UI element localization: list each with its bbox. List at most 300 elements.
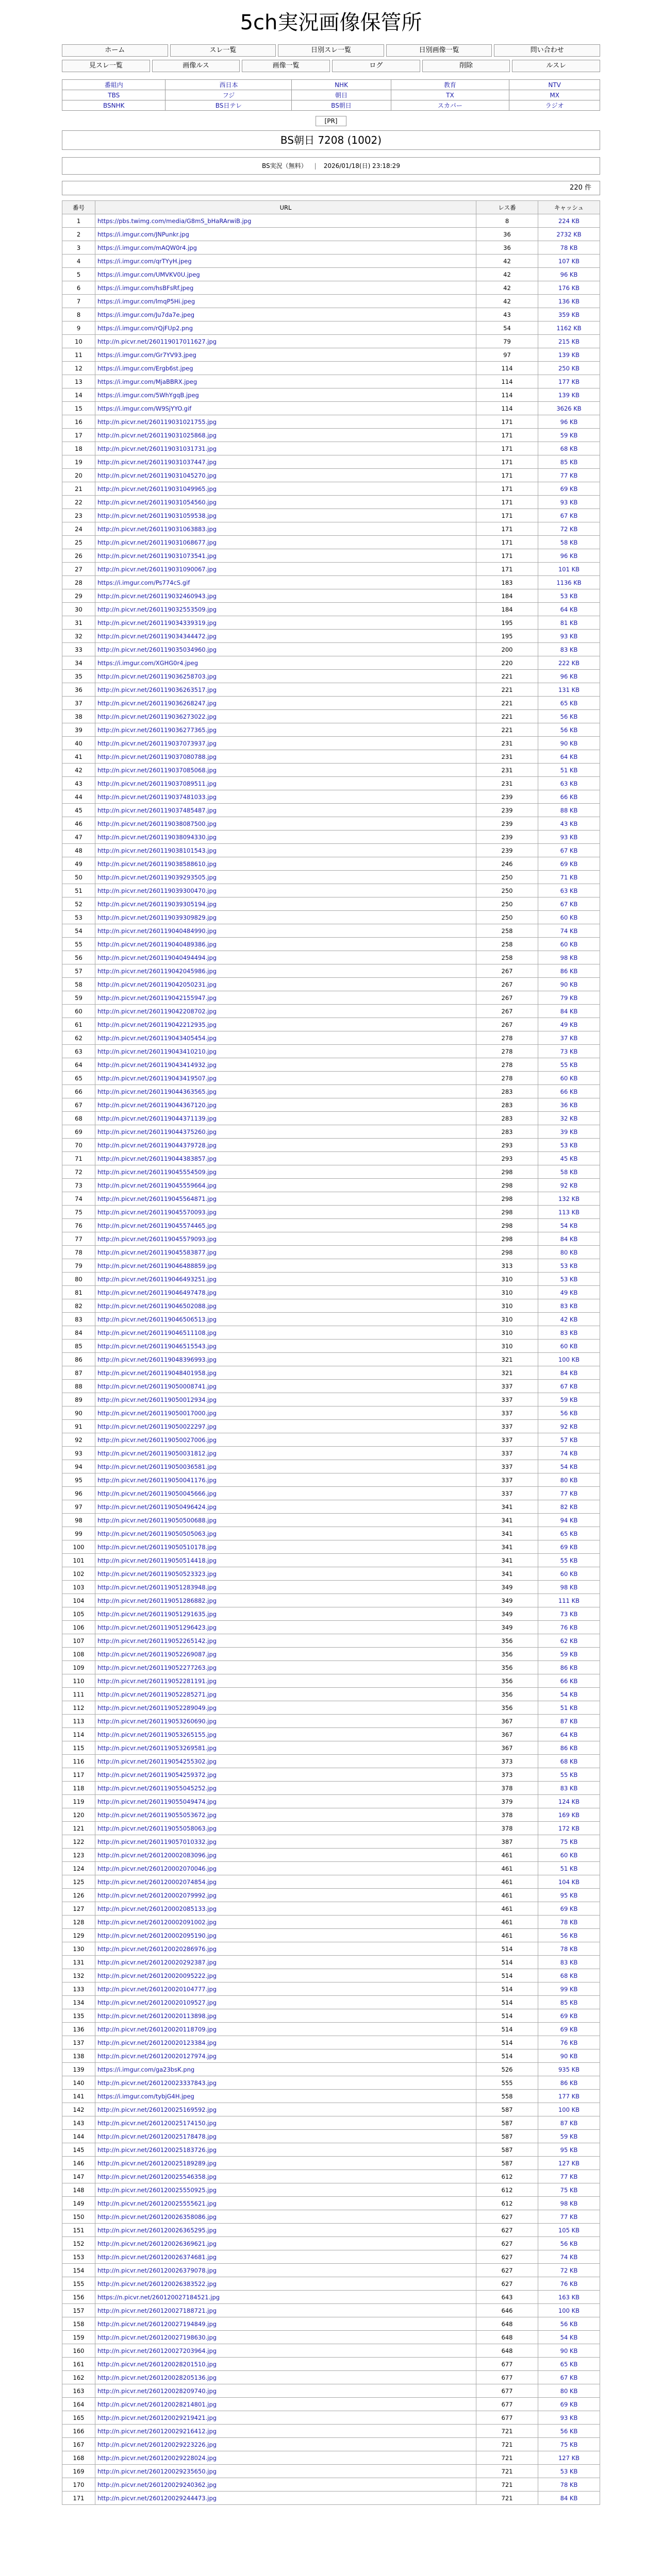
- image-url-link[interactable]: http://n.picvr.net/260120029228024.jpg: [97, 2454, 217, 2462]
- image-url-link[interactable]: http://n.picvr.net/260119050036581.jpg: [97, 1463, 217, 1470]
- cache-link[interactable]: 65 KB: [560, 2360, 578, 2368]
- image-url-link[interactable]: https://i.imgur.com/rQjFUp2.png: [97, 324, 193, 332]
- cache-link[interactable]: 65 KB: [560, 699, 578, 707]
- image-url-link[interactable]: http://n.picvr.net/260119045554509.jpg: [97, 1168, 217, 1176]
- image-url-link[interactable]: http://n.picvr.net/260119045574465.jpg: [97, 1222, 217, 1229]
- channel-link[interactable]: 朝日: [292, 90, 391, 100]
- image-url-link[interactable]: http://n.picvr.net/260119052277263.jpg: [97, 1664, 217, 1671]
- cache-link[interactable]: 56 KB: [560, 726, 578, 734]
- image-url-link[interactable]: http://n.picvr.net/260119044371139.jpg: [97, 1114, 217, 1122]
- image-url-link[interactable]: http://n.picvr.net/260120025169592.jpg: [97, 2106, 217, 2113]
- channel-link[interactable]: TX: [391, 90, 509, 100]
- image-url-link[interactable]: http://n.picvr.net/260119031090067.jpg: [97, 565, 217, 573]
- image-url-link[interactable]: http://n.picvr.net/260120020127974.jpg: [97, 2052, 217, 2060]
- cache-link[interactable]: 86 KB: [560, 2079, 578, 2087]
- cache-link[interactable]: 93 KB: [560, 2414, 578, 2421]
- cache-link[interactable]: 55 KB: [560, 1061, 578, 1069]
- image-url-link[interactable]: http://n.picvr.net/260120020123384.jpg: [97, 2039, 217, 2046]
- image-url-link[interactable]: http://n.picvr.net/260119043410210.jpg: [97, 1047, 217, 1055]
- image-url-link[interactable]: http://n.picvr.net/260120029219421.jpg: [97, 2414, 217, 2421]
- cache-link[interactable]: 75 KB: [560, 1838, 578, 1845]
- cache-link[interactable]: 93 KB: [560, 632, 578, 640]
- cache-link[interactable]: 250 KB: [558, 364, 580, 372]
- image-url-link[interactable]: http://n.picvr.net/260119050510178.jpg: [97, 1543, 217, 1551]
- cache-link[interactable]: 53 KB: [560, 592, 578, 600]
- cache-link[interactable]: 76 KB: [560, 2280, 578, 2287]
- cache-link[interactable]: 66 KB: [560, 1677, 578, 1685]
- image-url-link[interactable]: http://n.picvr.net/260119031054560.jpg: [97, 498, 217, 506]
- image-url-link[interactable]: http://n.picvr.net/260120002095190.jpg: [97, 1931, 217, 1939]
- cache-link[interactable]: 39 KB: [560, 1128, 578, 1136]
- nav-home-button[interactable]: ホーム: [62, 44, 168, 57]
- image-url-link[interactable]: http://n.picvr.net/260120002083096.jpg: [97, 1851, 217, 1859]
- cache-link[interactable]: 64 KB: [560, 753, 578, 760]
- image-url-link[interactable]: http://n.picvr.net/260119037073937.jpg: [97, 739, 217, 747]
- cache-link[interactable]: 59 KB: [560, 2132, 578, 2140]
- cache-link[interactable]: 107 KB: [558, 257, 580, 265]
- cache-link[interactable]: 67 KB: [560, 2374, 578, 2381]
- image-url-link[interactable]: http://n.picvr.net/260119052265142.jpg: [97, 1637, 217, 1645]
- image-url-link[interactable]: http://n.picvr.net/260120025550925.jpg: [97, 2186, 217, 2194]
- image-url-link[interactable]: https://i.imgur.com/Ju7da7e.jpeg: [97, 311, 195, 318]
- image-url-link[interactable]: http://n.picvr.net/260120020113898.jpg: [97, 2012, 217, 2020]
- image-url-link[interactable]: http://n.picvr.net/260119051291635.jpg: [97, 1610, 217, 1618]
- image-url-link[interactable]: http://n.picvr.net/260120029244473.jpg: [97, 2494, 217, 2502]
- image-url-link[interactable]: http://n.picvr.net/260119055053672.jpg: [97, 1811, 217, 1819]
- image-url-link[interactable]: https://i.imgur.com/mAQW0r4.jpg: [97, 244, 197, 251]
- image-url-link[interactable]: http://n.picvr.net/260120025546358.jpg: [97, 2173, 217, 2180]
- image-url-link[interactable]: http://n.picvr.net/260119046511108.jpg: [97, 1329, 217, 1336]
- image-url-link[interactable]: https://i.imgur.com/qrTYyH.jpeg: [97, 257, 192, 265]
- cache-link[interactable]: 55 KB: [560, 1556, 578, 1564]
- cache-link[interactable]: 359 KB: [558, 311, 580, 318]
- channel-link[interactable]: 教育: [391, 80, 509, 90]
- cache-link[interactable]: 56 KB: [560, 1409, 578, 1417]
- image-url-link[interactable]: http://n.picvr.net/260119044383857.jpg: [97, 1155, 217, 1162]
- cache-link[interactable]: 69 KB: [560, 1905, 578, 1912]
- channel-link[interactable]: BS日テレ: [166, 100, 292, 111]
- cache-link[interactable]: 54 KB: [560, 1690, 578, 1698]
- image-url-link[interactable]: http://n.picvr.net/260119052285271.jpg: [97, 1690, 217, 1698]
- cache-link[interactable]: 55 KB: [560, 1771, 578, 1778]
- image-url-link[interactable]: http://n.picvr.net/260119050045666.jpg: [97, 1489, 217, 1497]
- image-url-link[interactable]: http://n.picvr.net/260119046493251.jpg: [97, 1275, 217, 1283]
- image-url-link[interactable]: http://n.picvr.net/260119046497478.jpg: [97, 1289, 217, 1296]
- cache-link[interactable]: 96 KB: [560, 270, 578, 278]
- cache-link[interactable]: 172 KB: [558, 1824, 580, 1832]
- channel-link[interactable]: スカパー: [391, 100, 509, 111]
- cache-link[interactable]: 80 KB: [560, 1476, 578, 1484]
- cache-link[interactable]: 56 KB: [560, 2320, 578, 2328]
- image-url-link[interactable]: http://n.picvr.net/260119036277365.jpg: [97, 726, 217, 734]
- image-url-link[interactable]: http://n.picvr.net/260120026374681.jpg: [97, 2253, 217, 2261]
- cache-link[interactable]: 53 KB: [560, 1262, 578, 1269]
- image-url-link[interactable]: http://n.picvr.net/260119039293505.jpg: [97, 873, 217, 881]
- image-url-link[interactable]: https://i.imgur.com/lmqP5Hi.jpeg: [97, 297, 195, 305]
- cache-link[interactable]: 65 KB: [560, 1530, 578, 1537]
- cache-link[interactable]: 68 KB: [560, 445, 578, 452]
- cache-link[interactable]: 84 KB: [560, 1235, 578, 1243]
- cache-link[interactable]: 169 KB: [558, 1811, 580, 1819]
- cache-link[interactable]: 84 KB: [560, 1369, 578, 1377]
- cache-link[interactable]: 78 KB: [560, 1945, 578, 1953]
- cache-link[interactable]: 90 KB: [560, 2052, 578, 2060]
- image-url-link[interactable]: http://n.picvr.net/260119031045270.jpg: [97, 471, 217, 479]
- image-url-link[interactable]: http://n.picvr.net/260119055045252.jpg: [97, 1784, 217, 1792]
- image-url-link[interactable]: http://n.picvr.net/260119053269581.jpg: [97, 1744, 217, 1752]
- channel-link[interactable]: フジ: [166, 90, 292, 100]
- cache-link[interactable]: 54 KB: [560, 1222, 578, 1229]
- image-url-link[interactable]: http://n.picvr.net/260119032460943.jpg: [97, 592, 217, 600]
- cache-link[interactable]: 105 KB: [558, 2226, 580, 2234]
- image-url-link[interactable]: http://n.picvr.net/260120025178478.jpg: [97, 2132, 217, 2140]
- cache-link[interactable]: 77 KB: [560, 2213, 578, 2221]
- image-url-link[interactable]: https://i.imgur.com/MjaBBRX.jpeg: [97, 378, 197, 385]
- image-url-link[interactable]: http://n.picvr.net/260119036263517.jpg: [97, 686, 217, 693]
- cache-link[interactable]: 68 KB: [560, 1757, 578, 1765]
- image-url-link[interactable]: http://n.picvr.net/260119042155947.jpg: [97, 994, 217, 1002]
- image-url-link[interactable]: http://n.picvr.net/260119031059538.jpg: [97, 512, 217, 519]
- cache-link[interactable]: 42 KB: [560, 1315, 578, 1323]
- image-url-link[interactable]: http://n.picvr.net/260119044379728.jpg: [97, 1141, 217, 1149]
- cache-link[interactable]: 78 KB: [560, 244, 578, 251]
- cache-link[interactable]: 1136 KB: [556, 579, 582, 586]
- cache-link[interactable]: 56 KB: [560, 1931, 578, 1939]
- image-url-link[interactable]: http://n.picvr.net/260120027194849.jpg: [97, 2320, 217, 2328]
- cache-link[interactable]: 87 KB: [560, 1717, 578, 1725]
- image-url-link[interactable]: http://n.picvr.net/260119050031812.jpg: [97, 1449, 217, 1457]
- image-url-link[interactable]: http://n.picvr.net/260119050496424.jpg: [97, 1503, 217, 1511]
- cache-link[interactable]: 83 KB: [560, 1302, 578, 1310]
- image-url-link[interactable]: http://n.picvr.net/260119031031731.jpg: [97, 445, 217, 452]
- cache-link[interactable]: 177 KB: [558, 2092, 580, 2100]
- nav-thread-list-button[interactable]: スレ一覧: [170, 44, 276, 57]
- cache-link[interactable]: 176 KB: [558, 284, 580, 292]
- cache-link[interactable]: 54 KB: [560, 1463, 578, 1470]
- image-url-link[interactable]: http://n.picvr.net/260120020109527.jpg: [97, 1998, 217, 2006]
- image-url-link[interactable]: http://n.picvr.net/260120028209740.jpg: [97, 2387, 217, 2395]
- cache-link[interactable]: 51 KB: [560, 1865, 578, 1872]
- image-url-link[interactable]: http://n.picvr.net/260120029216412.jpg: [97, 2427, 217, 2435]
- image-url-link[interactable]: http://n.picvr.net/260119044363565.jpg: [97, 1088, 217, 1095]
- image-url-link[interactable]: http://n.picvr.net/260119044367120.jpg: [97, 1101, 217, 1109]
- image-url-link[interactable]: http://n.picvr.net/260119034344472.jpg: [97, 632, 217, 640]
- cache-link[interactable]: 139 KB: [558, 351, 580, 359]
- cache-link[interactable]: 69 KB: [560, 2025, 578, 2033]
- cache-link[interactable]: 58 KB: [560, 1168, 578, 1176]
- image-url-link[interactable]: http://n.picvr.net/260119050017000.jpg: [97, 1409, 217, 1417]
- image-url-link[interactable]: http://n.picvr.net/260119055058063.jpg: [97, 1824, 217, 1832]
- nav-sub-button[interactable]: 画像ルス: [152, 60, 240, 72]
- image-url-link[interactable]: http://n.picvr.net/260119037481033.jpg: [97, 793, 217, 801]
- cache-link[interactable]: 73 KB: [560, 1047, 578, 1055]
- cache-link[interactable]: 37 KB: [560, 1034, 578, 1042]
- image-url-link[interactable]: http://n.picvr.net/260120028201510.jpg: [97, 2360, 217, 2368]
- channel-link[interactable]: ラジオ: [509, 100, 600, 111]
- cache-link[interactable]: 63 KB: [560, 779, 578, 787]
- image-url-link[interactable]: http://n.picvr.net/260119055049474.jpg: [97, 1798, 217, 1805]
- image-url-link[interactable]: http://n.picvr.net/260119045579093.jpg: [97, 1235, 217, 1243]
- cache-link[interactable]: 94 KB: [560, 1516, 578, 1524]
- cache-link[interactable]: 95 KB: [560, 1891, 578, 1899]
- cache-link[interactable]: 95 KB: [560, 2146, 578, 2154]
- cache-link[interactable]: 53 KB: [560, 1141, 578, 1149]
- cache-link[interactable]: 54 KB: [560, 2333, 578, 2341]
- image-url-link[interactable]: http://n.picvr.net/260120026369621.jpg: [97, 2240, 217, 2247]
- image-url-link[interactable]: http://n.picvr.net/260119053260690.jpg: [97, 1717, 217, 1725]
- cache-link[interactable]: 74 KB: [560, 2253, 578, 2261]
- nav-log-button[interactable]: ログ: [332, 60, 420, 72]
- channel-link[interactable]: 西日本: [166, 80, 292, 90]
- image-url-link[interactable]: http://n.picvr.net/260120002085133.jpg: [97, 1905, 217, 1912]
- cache-link[interactable]: 81 KB: [560, 619, 578, 626]
- cache-link[interactable]: 78 KB: [560, 1918, 578, 1926]
- cache-link[interactable]: 80 KB: [560, 1248, 578, 1256]
- image-url-link[interactable]: http://n.picvr.net/260120025183726.jpg: [97, 2146, 217, 2154]
- image-url-link[interactable]: https://i.imgur.com/Ergb6st.jpeg: [97, 364, 193, 372]
- cache-link[interactable]: 86 KB: [560, 967, 578, 975]
- channel-link[interactable]: BS朝日: [292, 100, 391, 111]
- cache-link[interactable]: 100 KB: [558, 2106, 580, 2113]
- cache-link[interactable]: 177 KB: [558, 378, 580, 385]
- image-url-link[interactable]: http://n.picvr.net/260119040484990.jpg: [97, 927, 217, 935]
- image-url-link[interactable]: https://i.imgur.com/Ps774cS.gif: [97, 579, 190, 586]
- cache-link[interactable]: 56 KB: [560, 2240, 578, 2247]
- cache-link[interactable]: 49 KB: [560, 1021, 578, 1028]
- image-url-link[interactable]: https://i.imgur.com/5WhYgqB.jpeg: [97, 391, 199, 399]
- cache-link[interactable]: 83 KB: [560, 1784, 578, 1792]
- image-url-link[interactable]: http://n.picvr.net/260119039305194.jpg: [97, 900, 217, 908]
- cache-link[interactable]: 127 KB: [558, 2454, 580, 2462]
- image-url-link[interactable]: http://n.picvr.net/260119052269087.jpg: [97, 1650, 217, 1658]
- image-url-link[interactable]: http://n.picvr.net/260120002091002.jpg: [97, 1918, 217, 1926]
- cache-link[interactable]: 131 KB: [558, 686, 580, 693]
- cache-link[interactable]: 935 KB: [558, 2065, 580, 2073]
- image-url-link[interactable]: http://n.picvr.net/260119054259372.jpg: [97, 1771, 217, 1778]
- cache-link[interactable]: 59 KB: [560, 431, 578, 439]
- image-url-link[interactable]: http://n.picvr.net/260119050027006.jpg: [97, 1436, 217, 1444]
- cache-link[interactable]: 60 KB: [560, 1074, 578, 1082]
- image-url-link[interactable]: http://n.picvr.net/260119043405454.jpg: [97, 1034, 217, 1042]
- image-url-link[interactable]: http://n.picvr.net/260119043419507.jpg: [97, 1074, 217, 1082]
- cache-link[interactable]: 74 KB: [560, 927, 578, 935]
- image-url-link[interactable]: http://n.picvr.net/260119034339319.jpg: [97, 619, 217, 626]
- image-url-link[interactable]: http://n.picvr.net/260119048396993.jpg: [97, 1355, 217, 1363]
- image-url-link[interactable]: http://n.picvr.net/260120002070046.jpg: [97, 1865, 217, 1872]
- image-url-link[interactable]: http://n.picvr.net/260120026379078.jpg: [97, 2266, 217, 2274]
- image-url-link[interactable]: http://n.picvr.net/260119039300470.jpg: [97, 887, 217, 894]
- cache-link[interactable]: 83 KB: [560, 646, 578, 653]
- cache-link[interactable]: 85 KB: [560, 458, 578, 466]
- cache-link[interactable]: 215 KB: [558, 337, 580, 345]
- cache-link[interactable]: 67 KB: [560, 846, 578, 854]
- cache-link[interactable]: 51 KB: [560, 1704, 578, 1711]
- image-url-link[interactable]: http://n.picvr.net/260120025555621.jpg: [97, 2199, 217, 2207]
- image-url-link[interactable]: http://n.picvr.net/260120025189289.jpg: [97, 2159, 217, 2167]
- image-url-link[interactable]: http://n.picvr.net/260120027198630.jpg: [97, 2333, 217, 2341]
- cache-link[interactable]: 86 KB: [560, 1744, 578, 1752]
- cache-link[interactable]: 90 KB: [560, 739, 578, 747]
- image-url-link[interactable]: http://n.picvr.net/260119032553509.jpg: [97, 605, 217, 613]
- image-url-link[interactable]: http://n.picvr.net/260119037089511.jpg: [97, 779, 217, 787]
- cache-link[interactable]: 86 KB: [560, 1664, 578, 1671]
- cache-link[interactable]: 83 KB: [560, 1958, 578, 1966]
- image-url-link[interactable]: http://n.picvr.net/260120027188721.jpg: [97, 2307, 217, 2314]
- cache-link[interactable]: 83 KB: [560, 1329, 578, 1336]
- cache-link[interactable]: 43 KB: [560, 820, 578, 827]
- image-url-link[interactable]: http://n.picvr.net/260119048401958.jpg: [97, 1369, 217, 1377]
- nav-daily-threads-button[interactable]: 日別スレ一覧: [278, 44, 384, 57]
- cache-link[interactable]: 93 KB: [560, 498, 578, 506]
- image-url-link[interactable]: http://n.picvr.net/260120020286976.jpg: [97, 1945, 217, 1953]
- cache-link[interactable]: 88 KB: [560, 806, 578, 814]
- image-url-link[interactable]: http://n.picvr.net/260119038101543.jpg: [97, 846, 217, 854]
- image-url-link[interactable]: http://n.picvr.net/260119050514418.jpg: [97, 1556, 217, 1564]
- image-url-link[interactable]: https://i.imgur.com/Gr7YV93.jpeg: [97, 351, 196, 359]
- image-url-link[interactable]: http://n.picvr.net/260119046515543.jpg: [97, 1342, 217, 1350]
- image-url-link[interactable]: https://n.picvr.net/260120027184521.jpg: [97, 2293, 220, 2301]
- cache-link[interactable]: 93 KB: [560, 833, 578, 841]
- image-url-link[interactable]: https://i.imgur.com/tybjG4H.jpeg: [97, 2092, 194, 2100]
- cache-link[interactable]: 69 KB: [560, 860, 578, 868]
- channel-link[interactable]: MX: [509, 90, 600, 100]
- image-url-link[interactable]: http://n.picvr.net/260119037085068.jpg: [97, 766, 217, 774]
- cache-link[interactable]: 69 KB: [560, 2012, 578, 2020]
- cache-link[interactable]: 77 KB: [560, 471, 578, 479]
- cache-link[interactable]: 53 KB: [560, 2467, 578, 2475]
- image-url-link[interactable]: http://n.picvr.net/260119051286882.jpg: [97, 1597, 217, 1604]
- image-url-link[interactable]: http://n.picvr.net/260119031021755.jpg: [97, 418, 217, 426]
- cache-link[interactable]: 98 KB: [560, 2199, 578, 2207]
- cache-link[interactable]: 111 KB: [558, 1597, 580, 1604]
- image-url-link[interactable]: http://n.picvr.net/260119053265155.jpg: [97, 1731, 217, 1738]
- cache-link[interactable]: 45 KB: [560, 1155, 578, 1162]
- image-url-link[interactable]: http://n.picvr.net/260119038588610.jpg: [97, 860, 217, 868]
- cache-link[interactable]: 69 KB: [560, 2400, 578, 2408]
- image-url-link[interactable]: http://n.picvr.net/260119054255302.jpg: [97, 1757, 217, 1765]
- image-url-link[interactable]: http://n.picvr.net/260120002074854.jpg: [97, 1878, 217, 1886]
- cache-link[interactable]: 136 KB: [558, 297, 580, 305]
- image-url-link[interactable]: http://n.picvr.net/260119050008741.jpg: [97, 1382, 217, 1390]
- cache-link[interactable]: 100 KB: [558, 2307, 580, 2314]
- cache-link[interactable]: 56 KB: [560, 713, 578, 720]
- image-url-link[interactable]: http://n.picvr.net/260119052281191.jpg: [97, 1677, 217, 1685]
- cache-link[interactable]: 90 KB: [560, 2347, 578, 2354]
- cache-link[interactable]: 98 KB: [560, 1583, 578, 1591]
- image-url-link[interactable]: http://n.picvr.net/260119051296423.jpg: [97, 1623, 217, 1631]
- image-url-link[interactable]: http://n.picvr.net/260120028205136.jpg: [97, 2374, 217, 2381]
- image-url-link[interactable]: http://n.picvr.net/260119031063883.jpg: [97, 525, 217, 533]
- cache-link[interactable]: 49 KB: [560, 1289, 578, 1296]
- image-url-link[interactable]: http://n.picvr.net/260119036268247.jpg: [97, 699, 217, 707]
- cache-link[interactable]: 60 KB: [560, 1851, 578, 1859]
- cache-link[interactable]: 66 KB: [560, 1088, 578, 1095]
- image-url-link[interactable]: http://n.picvr.net/260120029235650.jpg: [97, 2467, 217, 2475]
- cache-link[interactable]: 63 KB: [560, 887, 578, 894]
- cache-link[interactable]: 224 KB: [558, 217, 580, 225]
- image-url-link[interactable]: http://n.picvr.net/260119042212935.jpg: [97, 1021, 217, 1028]
- image-url-link[interactable]: http://n.picvr.net/260120028214801.jpg: [97, 2400, 217, 2408]
- image-url-link[interactable]: http://n.picvr.net/260119039309829.jpg: [97, 913, 217, 921]
- cache-link[interactable]: 51 KB: [560, 766, 578, 774]
- image-url-link[interactable]: http://n.picvr.net/260119017011627.jpg: [97, 337, 217, 345]
- image-url-link[interactable]: http://n.picvr.net/260119031049965.jpg: [97, 485, 217, 493]
- cache-link[interactable]: 2732 KB: [556, 230, 582, 238]
- image-url-link[interactable]: http://n.picvr.net/260119044375260.jpg: [97, 1128, 217, 1136]
- cache-link[interactable]: 139 KB: [558, 391, 580, 399]
- cache-link[interactable]: 62 KB: [560, 1637, 578, 1645]
- nav-sub-button[interactable]: 画像一覧: [242, 60, 330, 72]
- image-url-link[interactable]: http://n.picvr.net/260119045583877.jpg: [97, 1248, 217, 1256]
- image-url-link[interactable]: http://n.picvr.net/260120026383522.jpg: [97, 2280, 217, 2287]
- cache-link[interactable]: 87 KB: [560, 2119, 578, 2127]
- cache-link[interactable]: 59 KB: [560, 1650, 578, 1658]
- image-url-link[interactable]: http://n.picvr.net/260119031037447.jpg: [97, 458, 217, 466]
- image-url-link[interactable]: http://n.picvr.net/260119037485487.jpg: [97, 806, 217, 814]
- nav-contact-button[interactable]: 問い合わせ: [494, 44, 600, 57]
- image-url-link[interactable]: http://n.picvr.net/260119037080788.jpg: [97, 753, 217, 760]
- image-url-link[interactable]: http://n.picvr.net/260120020095222.jpg: [97, 1972, 217, 1979]
- cache-link[interactable]: 1162 KB: [556, 324, 582, 332]
- cache-link[interactable]: 67 KB: [560, 1382, 578, 1390]
- cache-link[interactable]: 96 KB: [560, 552, 578, 560]
- channel-link[interactable]: TBS: [62, 90, 166, 100]
- cache-link[interactable]: 73 KB: [560, 1610, 578, 1618]
- cache-link[interactable]: 60 KB: [560, 1342, 578, 1350]
- cache-link[interactable]: 163 KB: [558, 2293, 580, 2301]
- image-url-link[interactable]: http://n.picvr.net/260119046488859.jpg: [97, 1262, 217, 1269]
- cache-link[interactable]: 56 KB: [560, 2427, 578, 2435]
- cache-link[interactable]: 77 KB: [560, 1489, 578, 1497]
- image-url-link[interactable]: http://n.picvr.net/260119050022297.jpg: [97, 1422, 217, 1430]
- cache-link[interactable]: 75 KB: [560, 2186, 578, 2194]
- cache-link[interactable]: 82 KB: [560, 1503, 578, 1511]
- cache-link[interactable]: 101 KB: [558, 565, 580, 573]
- cache-link[interactable]: 69 KB: [560, 485, 578, 493]
- image-url-link[interactable]: http://n.picvr.net/260119031073541.jpg: [97, 552, 217, 560]
- cache-link[interactable]: 100 KB: [558, 1355, 580, 1363]
- image-url-link[interactable]: http://n.picvr.net/260120020104777.jpg: [97, 1985, 217, 1993]
- image-url-link[interactable]: http://n.picvr.net/260119036258703.jpg: [97, 672, 217, 680]
- image-url-link[interactable]: http://n.picvr.net/260119046506513.jpg: [97, 1315, 217, 1323]
- image-url-link[interactable]: http://n.picvr.net/260119038087500.jpg: [97, 820, 217, 827]
- cache-link[interactable]: 71 KB: [560, 873, 578, 881]
- cache-link[interactable]: 92 KB: [560, 1181, 578, 1189]
- image-url-link[interactable]: http://n.picvr.net/260120002079992.jpg: [97, 1891, 217, 1899]
- nav-delete-button[interactable]: 削除: [422, 60, 510, 72]
- cache-link[interactable]: 76 KB: [560, 2039, 578, 2046]
- image-url-link[interactable]: http://n.picvr.net/260120023337843.jpg: [97, 2079, 217, 2087]
- image-url-link[interactable]: http://n.picvr.net/260119042050231.jpg: [97, 980, 217, 988]
- cache-link[interactable]: 60 KB: [560, 940, 578, 948]
- cache-link[interactable]: 75 KB: [560, 2441, 578, 2448]
- image-url-link[interactable]: http://n.picvr.net/260120029240362.jpg: [97, 2481, 217, 2488]
- cache-link[interactable]: 132 KB: [558, 1195, 580, 1202]
- cache-link[interactable]: 67 KB: [560, 900, 578, 908]
- image-url-link[interactable]: http://n.picvr.net/260119038094330.jpg: [97, 833, 217, 841]
- image-url-link[interactable]: https://i.imgur.com/UMVKV0U.jpeg: [97, 270, 200, 278]
- cache-link[interactable]: 113 KB: [558, 1208, 580, 1216]
- image-url-link[interactable]: http://n.picvr.net/260119046502088.jpg: [97, 1302, 217, 1310]
- cache-link[interactable]: 78 KB: [560, 2481, 578, 2488]
- image-url-link[interactable]: http://n.picvr.net/260119045559664.jpg: [97, 1181, 217, 1189]
- cache-link[interactable]: 127 KB: [558, 2159, 580, 2167]
- image-url-link[interactable]: http://n.picvr.net/260119050012934.jpg: [97, 1396, 217, 1403]
- image-url-link[interactable]: https://i.imgur.com/W9SjYYO.gif: [97, 404, 192, 412]
- image-url-link[interactable]: http://n.picvr.net/260120026358086.jpg: [97, 2213, 217, 2221]
- image-url-link[interactable]: http://n.picvr.net/260119042045986.jpg: [97, 967, 217, 975]
- nav-daily-images-button[interactable]: 日別画像一覧: [386, 44, 492, 57]
